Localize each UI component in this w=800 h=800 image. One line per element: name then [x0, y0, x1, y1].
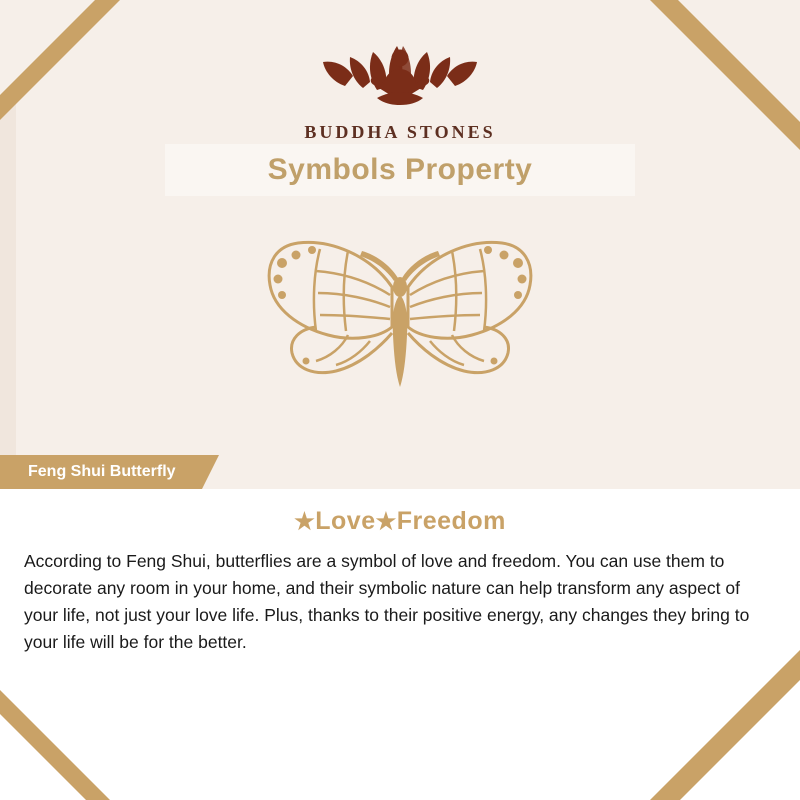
lotus-meditation-icon [0, 24, 800, 120]
title-banner [165, 144, 635, 196]
description-paragraph: According to Feng Shui, butterflies are a symbol of love and freedom. You can use them to decorate any room in your home, and their symbolic nature can help transform any aspect of your life, not just your love life. Plus, thanks to their positive energy, any changes they bring to your life will be for the better. [24, 551, 750, 653]
butterfly-icon [220, 215, 580, 450]
corner-decoration-bottom-left-overlay-inner [0, 714, 86, 800]
tagline-right: Freedom [396, 507, 506, 535]
corner-decoration-bottom-right-overlay-inner [680, 680, 800, 800]
brand-header [0, 24, 800, 143]
brand-name: BUDDHA STONES [304, 122, 496, 142]
illustration-area [0, 215, 800, 450]
star-icon-right: ★ [375, 508, 397, 534]
caption-label: Feng Shui Butterfly [28, 463, 176, 480]
star-icon-left: ★ [294, 508, 316, 534]
caption-tab [0, 455, 202, 489]
tagline [0, 507, 800, 536]
page-title: Symbols Property [267, 153, 533, 186]
tagline-left: Love [315, 507, 376, 535]
